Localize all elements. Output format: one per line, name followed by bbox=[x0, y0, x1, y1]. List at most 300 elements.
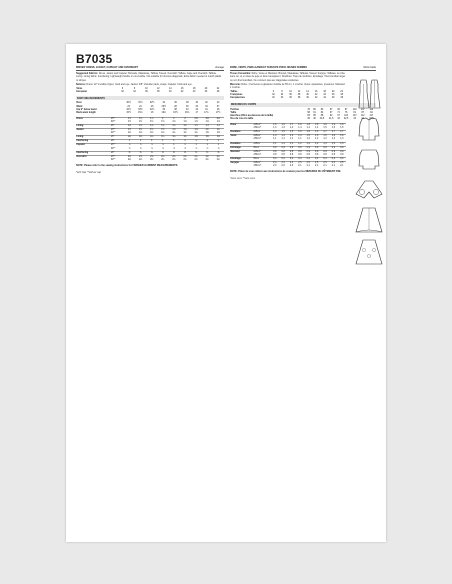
table-cell: 0,9 bbox=[329, 150, 337, 154]
table-cell: 32 bbox=[272, 97, 275, 100]
table-cell: 1⅝ bbox=[216, 120, 220, 123]
table-cell: 112 bbox=[369, 108, 374, 111]
table-cell: 2,1 bbox=[331, 165, 335, 168]
jacket-sketch bbox=[356, 116, 382, 142]
table-cell: 14 bbox=[168, 88, 172, 91]
fabric-width: 60"* bbox=[110, 158, 116, 161]
english-yardage-table bbox=[76, 117, 224, 162]
table-cell: 1⅜ bbox=[191, 136, 202, 140]
table-cell: 24 bbox=[139, 105, 142, 108]
table-cell: ⅞ bbox=[195, 147, 198, 150]
table-cell: 2,1 bbox=[298, 165, 302, 168]
table-cell: 1 bbox=[213, 144, 224, 148]
table-cell: 1,3 bbox=[321, 142, 329, 146]
table-cell: 0,8 bbox=[340, 153, 344, 156]
table-cell: 2,5 bbox=[321, 162, 329, 166]
table-cell: 42 bbox=[337, 117, 340, 120]
row-label: Interfacing bbox=[76, 140, 111, 144]
table-cell: 1¼ bbox=[183, 132, 187, 135]
table-cell: 2,5 bbox=[304, 162, 312, 166]
table-cell: 1,4 bbox=[296, 135, 304, 139]
table-cell: 107 bbox=[352, 114, 357, 117]
english-column bbox=[76, 66, 224, 174]
row-label: Mantelet bbox=[230, 150, 253, 154]
table-cell: 40 bbox=[306, 97, 309, 100]
table-cell: 16 bbox=[180, 88, 184, 91]
table-cell: 1½ bbox=[150, 120, 154, 123]
table-cell: 26½ bbox=[161, 105, 167, 108]
table-cell: 1⅝ bbox=[179, 129, 190, 133]
table-cell: 0,9 bbox=[338, 150, 346, 154]
table-cell: 1⅜ bbox=[202, 136, 213, 140]
table-cell: 1,7 bbox=[321, 131, 329, 135]
table-cell: 1,5 bbox=[340, 127, 344, 130]
table-cell: 12 bbox=[297, 91, 301, 94]
table-cell: 1⅛ bbox=[146, 136, 157, 140]
table-cell: 1,8 bbox=[312, 124, 320, 128]
table-cell: 40 bbox=[168, 91, 172, 94]
table-cell: 1,1 bbox=[281, 138, 285, 141]
table-cell: 2¾ bbox=[157, 155, 168, 159]
table-cell: 44 bbox=[216, 102, 220, 105]
table-cell: 1⅞ bbox=[146, 117, 157, 121]
table-cell: 112 bbox=[360, 114, 365, 117]
table-cell: 97 bbox=[337, 114, 340, 117]
table-cell: 0,9 bbox=[312, 150, 320, 154]
table-cell: 16½ bbox=[173, 111, 178, 114]
body-measure-row bbox=[230, 118, 376, 121]
french-intro bbox=[230, 72, 376, 100]
table-cell: 2⅛ bbox=[139, 158, 143, 161]
yardage-row bbox=[76, 159, 224, 162]
table-cell: 2,1 bbox=[306, 165, 310, 168]
table-cell: 48 bbox=[340, 94, 343, 97]
table-cell: 2¼ bbox=[183, 158, 187, 161]
table-cell: 1¾ bbox=[168, 124, 179, 128]
row-label: Dos du cou à la taille bbox=[230, 117, 254, 120]
french-body-heading: MESURES DU CORPS bbox=[230, 103, 376, 107]
table-cell: 1,4 bbox=[289, 127, 294, 130]
table-cell: ⅜ bbox=[213, 151, 224, 155]
table-cell: 0,8 bbox=[281, 153, 285, 156]
table-cell: 1¼ bbox=[172, 132, 176, 135]
table-cell: 33½ bbox=[138, 108, 143, 111]
row-label: Interfacing bbox=[76, 151, 111, 155]
table-cell: 1¼ bbox=[194, 132, 198, 135]
table-cell: 0,9 bbox=[329, 146, 337, 150]
table-cell: 8 bbox=[133, 88, 136, 91]
table-cell: 1¼ bbox=[157, 136, 168, 140]
table-cell: 1,6 bbox=[296, 131, 304, 135]
table-cell: 102 bbox=[352, 108, 357, 111]
table-cell: 46 bbox=[331, 94, 335, 97]
english-footnote: *with Nap **without nap bbox=[76, 171, 101, 175]
fabric-width: 150cm* bbox=[253, 127, 262, 130]
table-cell: 97 bbox=[344, 108, 348, 111]
table-cell: ⅞ bbox=[150, 147, 153, 150]
table-cell: 1 bbox=[135, 140, 146, 144]
fabric-width: 150cm* bbox=[253, 165, 262, 168]
table-cell: 42 bbox=[314, 97, 318, 100]
row-label: Entoilage bbox=[230, 157, 253, 161]
table-cell: 88 bbox=[320, 114, 324, 117]
table-cell: 0,4 bbox=[312, 157, 320, 161]
table-cell: 2¼ bbox=[172, 158, 176, 161]
french-yardage-wrap bbox=[230, 123, 376, 168]
table-cell: ⅞ bbox=[172, 147, 175, 150]
table-cell: 1⅞ bbox=[124, 117, 135, 121]
table-cell: 1,9 bbox=[338, 124, 346, 128]
table-cell: 1,1 bbox=[279, 142, 287, 146]
table-cell: 1,3 bbox=[281, 127, 285, 130]
table-cell: 71 bbox=[337, 111, 340, 114]
table-cell: ⅞ bbox=[184, 147, 186, 150]
jacket-back-sketch bbox=[356, 148, 382, 170]
euro-size-row bbox=[230, 97, 346, 100]
table-cell: 37 bbox=[216, 105, 220, 108]
table-cell: 1⅝ bbox=[168, 129, 179, 133]
english-note: NOTE: Please refer to the sewing instructions for FINISHED GARMENT MEASUREMENTS. bbox=[76, 163, 179, 167]
row-label: Bust bbox=[76, 102, 82, 105]
table-cell: 2,4 bbox=[271, 162, 279, 166]
table-cell: 0,9 bbox=[304, 150, 312, 154]
table-cell: 2⅝ bbox=[124, 155, 135, 159]
table-cell: ⅜ bbox=[157, 151, 168, 155]
table-cell: 94 bbox=[370, 111, 373, 114]
table-cell: 1¾ bbox=[202, 129, 213, 133]
table-cell: 40,5 bbox=[319, 117, 325, 120]
english-body-table bbox=[76, 102, 224, 114]
table-cell: ⅜ bbox=[135, 151, 146, 155]
table-cell: 85 bbox=[313, 114, 316, 117]
table-cell: 2⅝ bbox=[146, 155, 157, 159]
english-notions: Notions: Dress: 22" invisible zipper, hook and eye. Jacket: 3/8" shoulder pads, snaps. Capelet: hook and eye. bbox=[76, 82, 193, 86]
table-cell: 2,1 bbox=[315, 165, 319, 168]
table-cell: 1,5 bbox=[321, 135, 329, 139]
table-cell: 1,7 bbox=[338, 131, 346, 135]
fabric-width: 150cm* bbox=[253, 153, 262, 156]
table-cell: 16¼ bbox=[161, 111, 167, 114]
table-cell: 38 bbox=[174, 108, 177, 111]
row-label: Lining bbox=[76, 136, 111, 140]
yardage-row bbox=[230, 165, 346, 168]
table-cell: 0,4 bbox=[329, 157, 337, 161]
table-cell: 1,9 bbox=[321, 124, 329, 128]
table-cell: 16 bbox=[150, 111, 154, 114]
table-cell: 87 bbox=[329, 108, 333, 111]
table-cell: 2,4 bbox=[279, 162, 287, 166]
table-cell: 0,9 bbox=[312, 146, 320, 150]
english-header bbox=[76, 66, 224, 71]
fabric-width: 45"* bbox=[111, 155, 124, 159]
table-cell: 1,4 bbox=[271, 135, 279, 139]
table-cell: 1,6 bbox=[338, 135, 346, 139]
table-cell: 117 bbox=[369, 114, 374, 117]
table-cell: 1,1 bbox=[271, 142, 279, 146]
table-cell: 1¾ bbox=[179, 124, 190, 128]
table-cell: 46 bbox=[216, 108, 220, 111]
table-cell: 1⅛ bbox=[127, 132, 132, 135]
table-cell: 42 bbox=[314, 94, 318, 97]
table-cell: 1¾ bbox=[157, 124, 168, 128]
table-cell: 0,8 bbox=[271, 150, 279, 154]
table-cell: 1 bbox=[202, 144, 213, 148]
row-label: Doublure bbox=[230, 142, 253, 146]
table-cell: 1 bbox=[168, 144, 179, 148]
french-title: ROBE, VESTE, PARE-GAMIN ET SURJUPE POUR JEUNES FEMMES bbox=[230, 66, 307, 69]
fabric-width: 115cm* bbox=[253, 162, 270, 166]
table-cell: 1,9 bbox=[329, 124, 337, 128]
table-cell: 1 bbox=[179, 140, 190, 144]
table-cell: 46 bbox=[331, 97, 335, 100]
french-size-table bbox=[230, 91, 346, 100]
table-cell: 0,9 bbox=[296, 146, 304, 150]
table-cell: 0,9 bbox=[338, 146, 346, 150]
table-cell: 1 bbox=[191, 140, 202, 144]
table-cell: 1,3 bbox=[329, 142, 337, 146]
table-cell: 0,4 bbox=[304, 157, 312, 161]
table-cell: 1 bbox=[168, 140, 179, 144]
table-cell: 2⅛ bbox=[191, 117, 202, 121]
table-cell: 1 bbox=[191, 144, 202, 148]
table-cell: 1½ bbox=[157, 129, 168, 133]
table-cell: 1,8 bbox=[296, 124, 304, 128]
fabric-width: 60"* bbox=[110, 120, 116, 123]
table-cell: 1⅝ bbox=[205, 120, 209, 123]
fabric-width: 45"* bbox=[111, 144, 124, 148]
table-cell: 16 bbox=[314, 91, 318, 94]
table-cell: 38 bbox=[185, 102, 189, 105]
table-cell: ⅜ bbox=[124, 151, 135, 155]
table-cell: 2,5 bbox=[312, 162, 320, 166]
table-cell: 1⅞ bbox=[191, 124, 202, 128]
table-cell: 1,4 bbox=[315, 127, 319, 130]
table-cell: 1⅝ bbox=[172, 120, 176, 123]
table-cell: 1,4 bbox=[279, 135, 287, 139]
table-cell: 15½ bbox=[126, 111, 131, 114]
row-label: Taille bbox=[230, 111, 237, 114]
table-cell: 32 bbox=[272, 94, 275, 97]
row-label: Doublure bbox=[230, 131, 253, 135]
table-cell: 28 bbox=[174, 105, 177, 108]
table-cell: 17 bbox=[195, 111, 199, 114]
table-cell: 0,4 bbox=[271, 157, 279, 161]
table-cell: 36 bbox=[289, 94, 292, 97]
table-cell: 30½ bbox=[126, 102, 131, 105]
table-cell: 1,1 bbox=[289, 138, 294, 141]
table-cell: 17½ bbox=[215, 111, 221, 114]
table-cell: 1⅜ bbox=[205, 132, 209, 135]
table-cell: 1½ bbox=[127, 120, 132, 123]
table-cell: 38 bbox=[297, 97, 301, 100]
table-cell: 0,8 bbox=[273, 153, 277, 156]
table-cell: ⅞ bbox=[146, 144, 157, 148]
table-cell: 1½ bbox=[161, 120, 165, 123]
french-yardage-table bbox=[230, 123, 346, 168]
table-cell: 1,6 bbox=[279, 124, 287, 128]
table-cell: 22 bbox=[216, 88, 220, 91]
table-cell: 1⅜ bbox=[213, 136, 224, 140]
table-cell: 2,5 bbox=[338, 162, 346, 166]
table-cell: ⅞ bbox=[139, 147, 142, 150]
table-cell: 1⅝ bbox=[146, 124, 157, 128]
table-cell: 1,8 bbox=[304, 124, 312, 128]
table-cell: 0,8 bbox=[306, 153, 310, 156]
overskirt-back-sketch bbox=[354, 238, 384, 266]
table-cell: 2 bbox=[157, 117, 168, 121]
row-label: Veste bbox=[230, 135, 253, 139]
english-fabrics: Suggested Fabrics: Dress, Jacket and Capelet: Brocade, Matelasse, Taffeta, Tweed. Overskirt: Taffeta. Cape and Overskirt: Taffeta. Lining: Lining fabric. Interfacing: Lightweight fusible or non-fusible. Not suitable for obvious diagonals. Extra fabric needed to match plaids or stripes. bbox=[76, 72, 222, 82]
table-cell: 36 bbox=[162, 108, 166, 111]
french-body-table bbox=[230, 109, 376, 121]
table-cell: 1⅛ bbox=[135, 136, 146, 140]
table-cell: 1⅛ bbox=[124, 136, 135, 140]
table-cell: 1½ bbox=[139, 120, 143, 123]
fabric-width: 20" bbox=[111, 151, 124, 155]
body-measure-row bbox=[76, 112, 224, 115]
table-cell: 1,4 bbox=[287, 135, 295, 139]
table-cell: 0,8 bbox=[323, 153, 327, 156]
table-cell: 1,2 bbox=[304, 142, 312, 146]
table-cell: 1,5 bbox=[331, 127, 335, 130]
table-cell: 1⅞ bbox=[213, 124, 224, 128]
table-cell: 2⅛ bbox=[213, 117, 224, 121]
table-cell: 1,1 bbox=[287, 142, 295, 146]
table-cell: 1,5 bbox=[271, 131, 279, 135]
table-cell: 31½ bbox=[138, 102, 143, 105]
table-cell: 2,4 bbox=[287, 162, 295, 166]
fabric-width: 45" bbox=[111, 136, 124, 140]
table-cell: 1,5 bbox=[323, 127, 327, 130]
table-cell: 0,4 bbox=[338, 157, 346, 161]
table-cell: ⅞ bbox=[157, 144, 168, 148]
table-cell: 1⅞ bbox=[202, 124, 213, 128]
table-cell: 12 bbox=[157, 88, 160, 91]
table-cell: 2¾ bbox=[191, 155, 202, 159]
dress-front-back-sketch bbox=[358, 78, 382, 110]
table-cell: 1,6 bbox=[329, 135, 337, 139]
fabric-width: 45"* bbox=[111, 129, 124, 133]
row-label: Hanches (23cm au-dessous de la taille) bbox=[230, 114, 274, 117]
table-cell: 34 bbox=[280, 94, 284, 97]
row-label: Entoilage bbox=[230, 146, 253, 150]
table-cell: 0,9 bbox=[321, 150, 329, 154]
table-cell: 1,1 bbox=[298, 138, 302, 141]
table-cell: 1,5 bbox=[312, 135, 320, 139]
english-body-heading: BODY MEASUREMENTS bbox=[76, 96, 224, 100]
table-cell: 46 bbox=[204, 91, 208, 94]
table-cell: 30 bbox=[185, 105, 189, 108]
table-cell: 1,2 bbox=[323, 138, 327, 141]
table-cell: 2,1 bbox=[340, 165, 344, 168]
table-cell: 67 bbox=[329, 111, 333, 114]
table-cell: ⅞ bbox=[217, 147, 220, 150]
table-cell: 2,5 bbox=[329, 162, 337, 166]
table-cell: 32 bbox=[121, 91, 124, 94]
table-cell: 14 bbox=[306, 91, 309, 94]
table-cell: 80 bbox=[313, 108, 316, 111]
fabric-width: 60"* bbox=[110, 132, 116, 135]
french-column bbox=[230, 66, 376, 181]
table-cell: 1½ bbox=[124, 129, 135, 133]
table-cell: ⅞ bbox=[124, 144, 135, 148]
row-label bbox=[230, 165, 253, 168]
table-cell: 1,4 bbox=[306, 127, 310, 130]
row-label: Lining bbox=[76, 124, 111, 128]
row-label: Robe bbox=[230, 124, 253, 128]
table-cell: 1,1 bbox=[273, 138, 277, 141]
table-cell: 64 bbox=[320, 111, 324, 114]
table-cell: 1⅛ bbox=[150, 132, 154, 135]
table-cell: 2,0 bbox=[273, 165, 277, 168]
table-cell: 2 bbox=[168, 117, 179, 121]
table-cell: 0,4 bbox=[287, 157, 295, 161]
table-cell: 42,5 bbox=[343, 117, 349, 120]
table-cell: 1⅛ bbox=[139, 132, 143, 135]
fabric-width: 115cm* bbox=[253, 150, 270, 154]
table-cell: 1,3 bbox=[273, 127, 277, 130]
table-cell: 1 bbox=[124, 140, 135, 144]
table-cell: 0,4 bbox=[321, 157, 329, 161]
table-cell: 1 bbox=[157, 140, 168, 144]
fabric-width: 115cm bbox=[253, 131, 270, 135]
table-cell: 76 bbox=[344, 111, 348, 114]
fabric-width: 60"* bbox=[110, 147, 116, 150]
table-cell: 48 bbox=[216, 91, 220, 94]
table-cell: ⅞ bbox=[135, 144, 146, 148]
table-cell: 2⅛ bbox=[127, 158, 132, 161]
table-cell: ⅜ bbox=[146, 151, 157, 155]
table-cell: 34 bbox=[205, 105, 208, 108]
table-cell: 1½ bbox=[135, 129, 146, 133]
table-cell: 18 bbox=[323, 91, 326, 94]
table-cell: 0,8 bbox=[289, 153, 294, 156]
table-cell: 2¼ bbox=[194, 158, 198, 161]
table-cell: 44 bbox=[323, 97, 326, 100]
table-cell: 1⅝ bbox=[124, 124, 135, 128]
overskirt-sketch bbox=[354, 206, 384, 234]
table-cell: 40 bbox=[195, 102, 199, 105]
pattern-number: B7035 bbox=[76, 52, 113, 66]
table-cell: 1⅝ bbox=[135, 124, 146, 128]
table-cell: 32 bbox=[195, 105, 199, 108]
table-cell: 83 bbox=[320, 108, 324, 111]
table-cell: 2¼ bbox=[216, 158, 220, 161]
table-cell: 38 bbox=[157, 91, 160, 94]
table-cell: 1,3 bbox=[338, 142, 346, 146]
table-cell: 32½ bbox=[126, 108, 131, 111]
table-cell: 0,4 bbox=[279, 157, 287, 161]
table-cell: 81 bbox=[353, 111, 356, 114]
table-cell: 36 bbox=[174, 102, 177, 105]
table-cell: 92 bbox=[329, 114, 333, 117]
table-cell: 1¼ bbox=[168, 136, 179, 140]
table-cell: 2¾ bbox=[202, 155, 213, 159]
table-cell: 1,2 bbox=[296, 142, 304, 146]
table-cell: 0,9 bbox=[321, 146, 329, 150]
french-notions: Mercerie: Robe: 1 fermeture à glissière invisible de 55 cm, 1 crochet. Veste: épaulettes, pressions. Mantelet: 1 crochet. bbox=[230, 82, 346, 90]
table-cell: 15¾ bbox=[138, 111, 143, 114]
table-cell: 1,5 bbox=[287, 131, 295, 135]
row-label: Back waist length bbox=[76, 111, 96, 114]
fabric-width: 45"* bbox=[111, 117, 124, 121]
table-cell: 43 bbox=[353, 117, 356, 120]
table-cell: 0,8 bbox=[279, 150, 287, 154]
table-cell: 1,6 bbox=[271, 124, 279, 128]
table-cell: 1,2 bbox=[315, 138, 319, 141]
table-cell: 2⅝ bbox=[135, 155, 146, 159]
table-cell: 2,5 bbox=[296, 162, 304, 166]
